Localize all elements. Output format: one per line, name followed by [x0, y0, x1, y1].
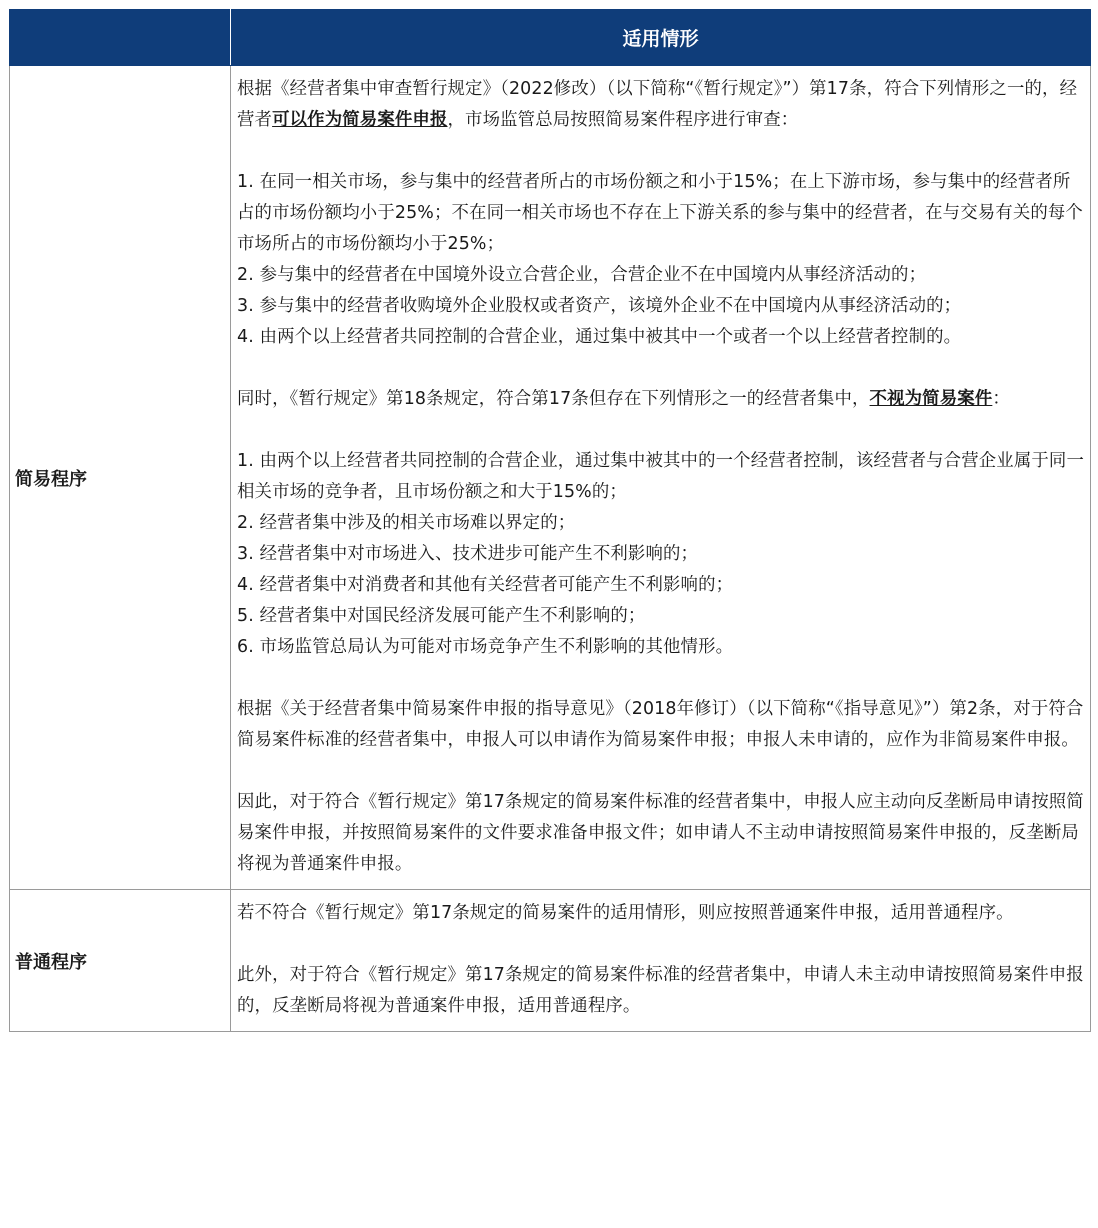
- para-normal-intro: 若不符合《暂行规定》第17条规定的简易案件的适用情形，则应按照普通案件申报，适用普通程序。: [237, 903, 1014, 923]
- list-item: 1. 在同一相关市场，参与集中的经营者所占的市场份额之和小于15%；在上下游市场，参与集中的经营者所占的市场份额均小于25%；不在同一相关市场也不存在上下游关系的参与集中的经营者，在与交易有关的每个市场所占的市场份额均小于25%；: [237, 172, 1083, 254]
- table-header-row: [10, 10, 1091, 66]
- header-blank-cell: [10, 10, 231, 66]
- emphasis-can-file-simplified: 可以作为简易案件申报: [272, 110, 448, 130]
- para-art18-intro: [237, 384, 1084, 415]
- list-item: 4. 由两个以上经营者共同控制的合营企业，通过集中被其中一个或者一个以上经营者控制的。: [237, 327, 962, 347]
- list-item: 2. 经营者集中涉及的相关市场难以界定的；: [237, 513, 576, 533]
- header-applicable-situations: 适用情形: [231, 10, 1091, 66]
- row-body-normal: [231, 890, 1091, 1032]
- list-item: 3. 参与集中的经营者收购境外企业股权或者资产，该境外企业不在中国境内从事经济活动的；: [237, 296, 962, 316]
- para-art17-intro: [237, 74, 1084, 136]
- table-row-normal: [10, 890, 1091, 1032]
- table-row-simplified: [10, 66, 1091, 890]
- para-text: ，市场监管总局按照简易案件程序进行审查：: [447, 110, 799, 130]
- para-normal-additional: 此外，对于符合《暂行规定》第17条规定的简易案件标准的经营者集中，申请人未主动申请按照简易案件申报的，反垄断局将视为普通案件申报，适用普通程序。: [237, 965, 1084, 1016]
- para-conclusion: 因此，对于符合《暂行规定》第17条规定的简易案件标准的经营者集中，申报人应主动向反垄断局申请按照简易案件申报，并按照简易案件的文件要求准备申报文件；如申请人不主动申请按照简易案件申报的，反垄断局将视为普通案件申报。: [237, 792, 1084, 874]
- para-text: ：: [992, 389, 1010, 409]
- procedure-table: [9, 9, 1091, 1032]
- list-item: 6. 市场监管总局认为可能对市场竞争产生不利影响的其他情形。: [237, 637, 734, 657]
- list-item: 2. 参与集中的经营者在中国境外设立合营企业，合营企业不在中国境内从事经济活动的；: [237, 265, 927, 285]
- row-body-simplified: [231, 66, 1091, 890]
- list-item: 3. 经营者集中对市场进入、技术进步可能产生不利影响的；: [237, 544, 699, 564]
- list-item: 4. 经营者集中对消费者和其他有关经营者可能产生不利影响的；: [237, 575, 734, 595]
- list-item: 1. 由两个以上经营者共同控制的合营企业，通过集中被其中的一个经营者控制，该经营者与合营企业属于同一相关市场的竞争者，且市场份额之和大于15%的；: [237, 451, 1084, 502]
- para-guidance: 根据《关于经营者集中简易案件申报的指导意见》（2018年修订）（以下简称“《指导意见》”）第2条，对于符合简易案件标准的经营者集中，申报人可以申请作为简易案件申报；申报人未申请的，应作为非简易案件申报。: [237, 699, 1084, 750]
- para-text: 根据《经营者集中审查暂行规定》（2022修改）（以下简称“《暂行规定》”）第17条，符合下列情形之一的，经营者: [237, 79, 1078, 130]
- row-label-normal: 普通程序: [10, 890, 231, 1032]
- list-item: 5. 经营者集中对国民经济发展可能产生不利影响的；: [237, 606, 646, 626]
- emphasis-not-simplified: 不视为简易案件: [869, 389, 993, 409]
- para-text: 同时，《暂行规定》第18条规定，符合第17条但存在下列情形之一的经营者集中，: [237, 389, 870, 409]
- row-label-simplified: 简易程序: [10, 66, 231, 890]
